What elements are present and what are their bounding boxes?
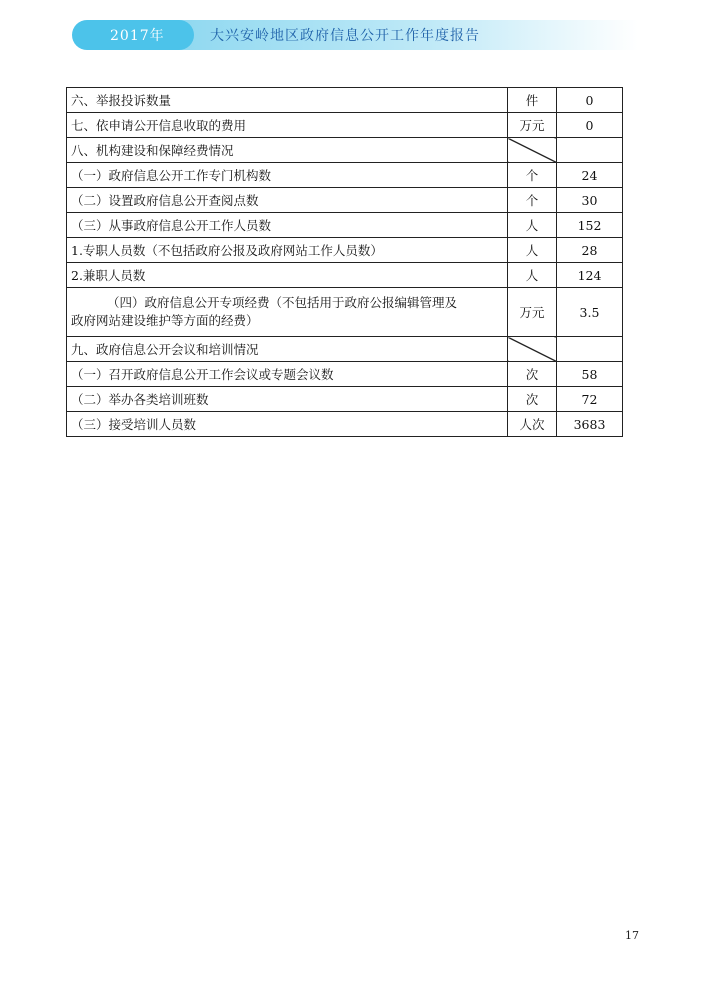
unit-cell: 个 — [508, 163, 557, 188]
unit-cell: 万元 — [508, 113, 557, 138]
value-cell: 58 — [557, 362, 623, 387]
statistics-table — [66, 87, 623, 437]
unit-cell: 个 — [508, 188, 557, 213]
table-row — [67, 263, 623, 288]
table-row — [67, 88, 623, 113]
section-heading: 九、政府信息公开会议和培训情况 — [67, 337, 508, 362]
table-row — [67, 412, 623, 437]
header-title: 大兴安岭地区政府信息公开工作年度报告 — [210, 28, 480, 44]
value-cell: 0 — [557, 88, 623, 113]
item-label: （二）设置政府信息公开查阅点数 — [67, 188, 508, 213]
table-row — [67, 138, 623, 163]
value-cell: 0 — [557, 113, 623, 138]
item-label-multiline — [67, 288, 508, 337]
table-row — [67, 113, 623, 138]
section-heading: 八、机构建设和保障经费情况 — [67, 138, 508, 163]
table-row — [67, 387, 623, 412]
unit-cell: 人次 — [508, 412, 557, 437]
value-cell: 152 — [557, 213, 623, 238]
unit-cell: 次 — [508, 387, 557, 412]
item-label-line1: （四）政府信息公开专项经费（不包括用于政府公报编辑管理及 — [107, 295, 458, 310]
item-label: 七、依申请公开信息收取的费用 — [67, 113, 508, 138]
unit-cell: 人 — [508, 213, 557, 238]
item-label: 六、举报投诉数量 — [67, 88, 508, 113]
item-label: 2.兼职人员数 — [67, 263, 508, 288]
report-header — [72, 20, 638, 50]
value-cell: 24 — [557, 163, 623, 188]
value-cell: 124 — [557, 263, 623, 288]
unit-cell: 件 — [508, 88, 557, 113]
table-row — [67, 188, 623, 213]
item-label-line2: 政府网站建设维护等方面的经费） — [71, 313, 259, 328]
item-label: （三）从事政府信息公开工作人员数 — [67, 213, 508, 238]
unit-cell: 人 — [508, 263, 557, 288]
table-row — [67, 337, 623, 362]
unit-cell-diagonal — [508, 138, 557, 163]
item-label: （一）召开政府信息公开工作会议或专题会议数 — [67, 362, 508, 387]
table-row — [67, 238, 623, 263]
value-cell: 3683 — [557, 412, 623, 437]
value-cell — [557, 138, 623, 163]
value-cell: 28 — [557, 238, 623, 263]
value-cell: 30 — [557, 188, 623, 213]
item-label: （二）举办各类培训班数 — [67, 387, 508, 412]
value-cell: 72 — [557, 387, 623, 412]
table-row — [67, 288, 623, 337]
item-label: （三）接受培训人员数 — [67, 412, 508, 437]
unit-cell: 万元 — [508, 288, 557, 337]
value-cell: 3.5 — [557, 288, 623, 337]
item-label: （一）政府信息公开工作专门机构数 — [67, 163, 508, 188]
table-row — [67, 362, 623, 387]
page-number: 17 — [625, 929, 639, 942]
header-year: 2017年 — [110, 28, 165, 44]
item-label: 1.专职人员数（不包括政府公报及政府网站工作人员数） — [67, 238, 508, 263]
table-row — [67, 163, 623, 188]
unit-cell: 人 — [508, 238, 557, 263]
value-cell — [557, 337, 623, 362]
unit-cell: 次 — [508, 362, 557, 387]
table-row — [67, 213, 623, 238]
unit-cell-diagonal — [508, 337, 557, 362]
